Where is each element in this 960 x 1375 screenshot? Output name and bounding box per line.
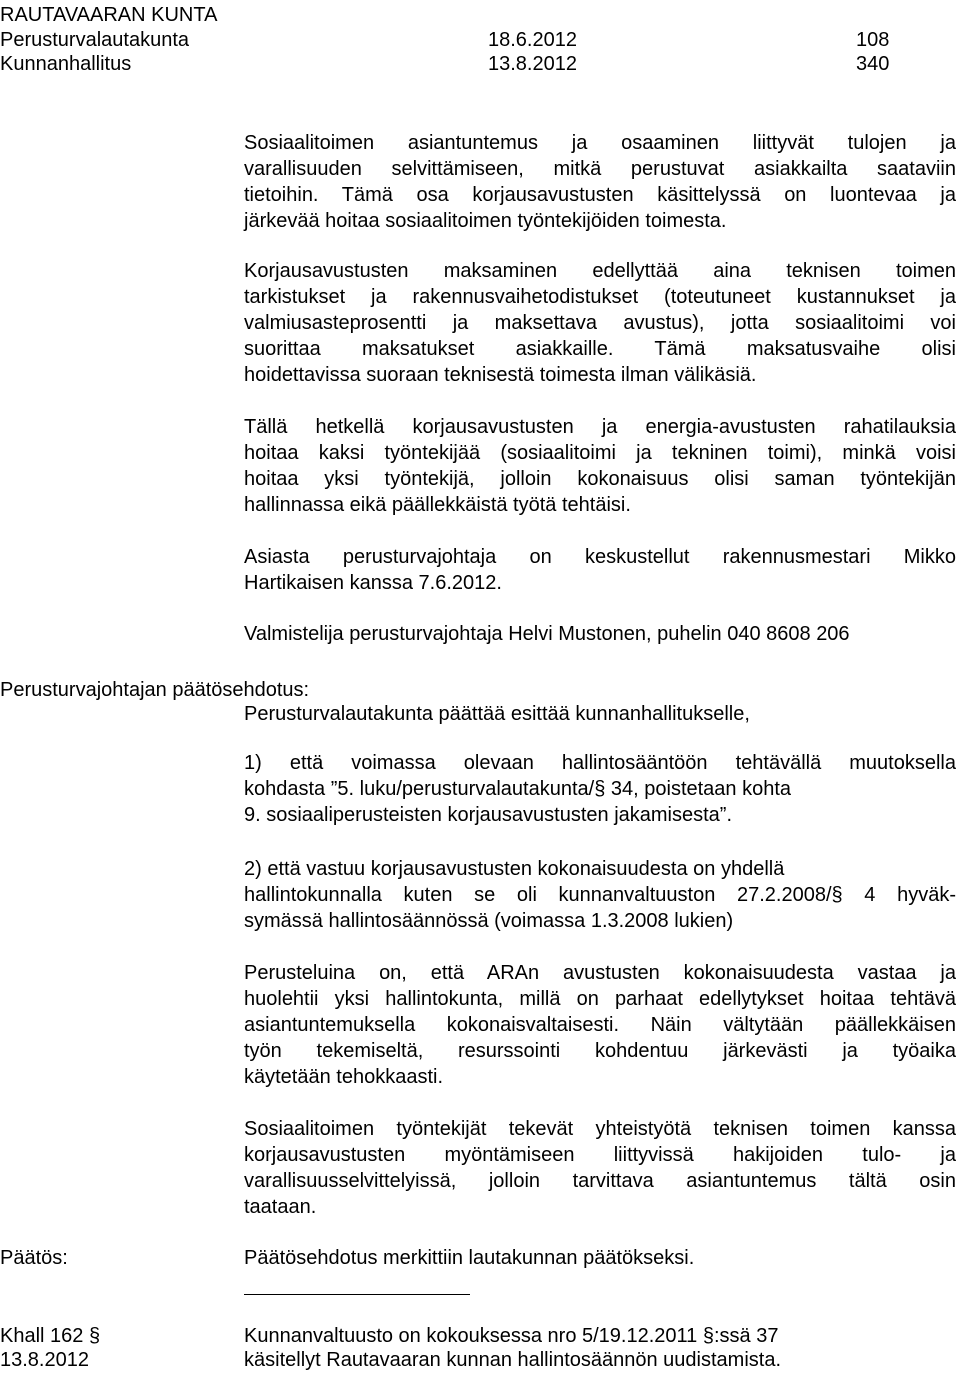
footer-date: 13.8.2012: [0, 1349, 89, 1371]
proposal-item-2: [244, 856, 956, 934]
text-line: taataan.: [244, 1196, 317, 1218]
text-line: käytetään tehokkaasti.: [244, 1066, 444, 1088]
footer-text-1: Kunnanvaltuusto on kokouksessa nro 5/19.12.2011 §:ssä 37: [244, 1325, 779, 1347]
text-line: Tällä hetkellä korjausavustusten ja energia-avustusten rahatilauksia: [244, 416, 956, 438]
header-page-2: 340: [856, 53, 890, 75]
header-date-1: 18.6.2012: [488, 29, 577, 51]
preparer-line: Valmistelija perusturvajohtaja Helvi Mustonen, puhelin 040 8608 206: [244, 623, 850, 645]
proposal-intro: Perusturvalautakunta päättää esittää kunnanhallitukselle,: [244, 703, 750, 725]
text-line: hoitaa kaksi työntekijää (sosiaalitoimi ja tekninen toimi), minkä voisi: [244, 442, 956, 464]
decision-text: Päätösehdotus merkittiin lautakunnan päätökseksi.: [244, 1247, 695, 1269]
text-line: Sosiaalitoimen asiantuntemus ja osaaminen liittyvät tulojen ja: [244, 132, 956, 154]
text-line: hallinnassa eikä päällekkäistä työtä tehtäisi.: [244, 494, 631, 516]
proposal-reasons: [244, 960, 956, 1090]
proposal-item-1: [244, 750, 956, 828]
text-line: Perusteluina on, että ARAn avustusten kokonaisuudesta vastaa ja: [244, 962, 956, 984]
proposal-cooperation: [244, 1116, 956, 1220]
paragraph-payment: [244, 258, 956, 388]
paragraph-expertise: [244, 130, 956, 234]
text-line: valmiusasteprosentti ja maksettava avustus), jotta sosiaalitoimi voi: [244, 312, 956, 334]
text-line: asiantuntemuksella kokonaisvaltaisesti. Näin vältytään päällekkäisen: [244, 1014, 956, 1036]
header-page-1: 108: [856, 29, 890, 51]
text-line: hoidettavissa suoraan teknisestä toimesta ilman välikäsiä.: [244, 364, 757, 386]
text-line: varallisuusselvittelyissä, jolloin tarvittava asiantuntemus tältä osin: [244, 1170, 956, 1192]
decision-label: Päätös:: [0, 1247, 68, 1269]
footer-text-2: käsitellyt Rautavaaran kunnan hallintosäännön uudistamista.: [244, 1349, 782, 1371]
text-line: Asiasta perusturvajohtaja on keskustellut rakennusmestari Mikko: [244, 546, 956, 568]
text-line: suorittaa maksatukset asiakkaille. Tämä maksatusvaihe olisi: [244, 338, 956, 360]
text-line: korjausavustusten myöntämiseen liittyvissä hakijoiden tulo- ja: [244, 1144, 956, 1166]
footer-reference: Khall 162 §: [0, 1325, 101, 1347]
text-line: kohdasta ”5. luku/perusturvalautakunta/§ 34, poistetaan kohta: [244, 778, 792, 800]
header-body-2: Kunnanhallitus: [0, 53, 132, 75]
paragraph-current-state: [244, 414, 956, 518]
text-line: hoitaa yksi työntekijä, jolloin kokonaisuus olisi saman työntekijän: [244, 468, 956, 490]
municipality-name: RAUTAVAARAN KUNTA: [0, 4, 218, 26]
paragraph-discussion: [244, 544, 956, 596]
text-line: hallintokunnalla kuten se oli kunnanvaltuuston 27.2.2008/§ 4 hyväk-: [244, 884, 956, 906]
text-line: varallisuuden selvittämiseen, mitkä perustuvat asiakkailta saataviin: [244, 158, 956, 180]
text-line: työn tekemiseltä, resurssointi kohdentuu järkevästi ja työaika: [244, 1040, 956, 1062]
header-body-1: Perusturvalautakunta: [0, 29, 190, 51]
text-line: Sosiaalitoimen työntekijät tekevät yhteistyötä teknisen toimen kanssa: [244, 1118, 956, 1140]
proposal-label: Perusturvajohtajan päätösehdotus:: [0, 679, 310, 701]
header-date-2: 13.8.2012: [488, 53, 577, 75]
separator-line: [244, 1294, 470, 1295]
text-line: huolehtii yksi hallintokunta, millä on parhaat edellytykset hoitaa tehtävä: [244, 988, 956, 1010]
text-line: Korjausavustusten maksaminen edellyttää aina teknisen toimen: [244, 260, 956, 282]
text-line: järkevää hoitaa sosiaalitoimen työntekijöiden toimesta.: [244, 210, 727, 232]
text-line: 1) että voimassa olevaan hallintosääntöön tehtävällä muutoksella: [244, 752, 956, 774]
text-line: 9. sosiaaliperusteisten korjausavustusten jakamisesta”.: [244, 804, 733, 826]
text-line: Hartikaisen kanssa 7.6.2012.: [244, 572, 502, 594]
text-line: tarkistukset ja rakennusvaihetodistukset (toteutuneet kustannukset ja: [244, 286, 956, 308]
text-line: tietoihin. Tämä osa korjausavustusten käsittelyssä on luontevaa ja: [244, 184, 956, 206]
text-line: symässä hallintosäännössä (voimassa 1.3.2008 lukien): [244, 910, 734, 932]
text-line: 2) että vastuu korjausavustusten kokonaisuudesta on yhdellä: [244, 858, 785, 880]
